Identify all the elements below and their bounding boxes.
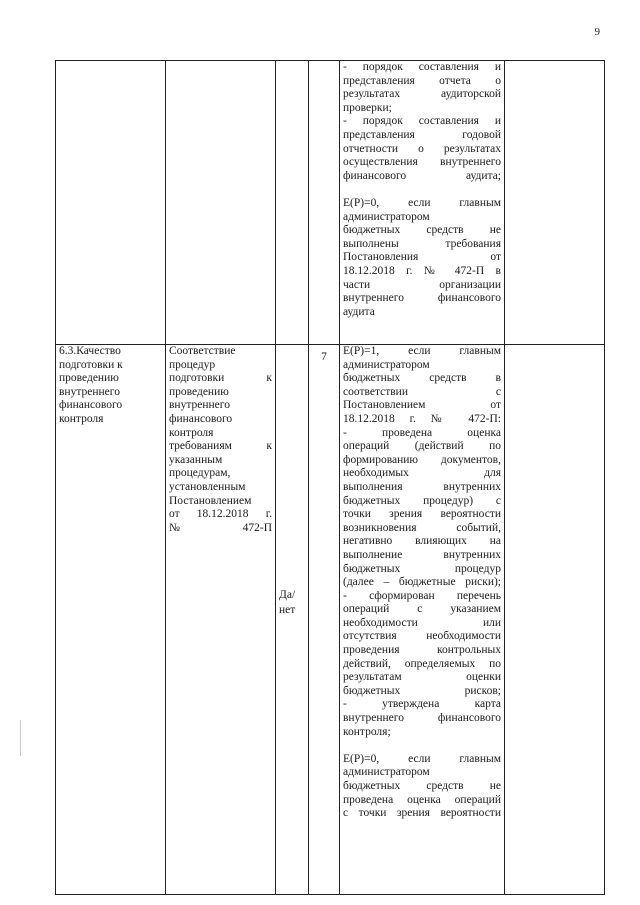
text-line: соответствии с: [343, 385, 501, 398]
text-line: результатах аудиторской: [343, 88, 501, 101]
text-line: администратором: [343, 358, 430, 371]
text-line: - сформирован перечень: [343, 589, 501, 602]
text-line: процедурам,: [169, 467, 231, 480]
description-cell: [166, 345, 276, 895]
answer-no: нет: [279, 604, 296, 616]
text-line: части организации: [343, 278, 501, 291]
text-line: администратором: [343, 210, 430, 223]
criteria-table: [55, 60, 605, 895]
notes-cell-empty: [505, 345, 605, 895]
text-line: финансового аудита;: [343, 169, 501, 182]
text-line: контроля;: [343, 725, 391, 738]
text-line: - порядок составления и: [343, 61, 501, 73]
text-line: бюджетных процедур: [343, 562, 501, 575]
text-line: проведения контрольных: [343, 644, 501, 657]
text-line: 18.12.2018 г. № 472-П в: [343, 264, 501, 277]
text-line: представления годовой: [343, 128, 501, 141]
text-line: процедур: [169, 358, 216, 371]
text-line: бюджетных рисков;: [343, 684, 501, 697]
text-line: аудита: [343, 305, 375, 318]
answer-yes: Да/: [279, 589, 296, 601]
indicator-name: [59, 345, 162, 427]
text-line: финансового: [169, 412, 233, 425]
criteria-cell: [340, 345, 505, 895]
indicator-cell-empty: [56, 61, 166, 345]
text-line: проверки;: [343, 101, 392, 114]
answer-cell: [276, 345, 309, 895]
weight-cell-empty: [309, 61, 340, 345]
text-line: отчетности о результатах: [343, 142, 501, 155]
text-line: - проведена оценка: [343, 426, 501, 439]
indicator-description: [169, 345, 272, 535]
text-line: внутреннего: [169, 399, 230, 412]
text-line: точки зрения вероятности: [343, 508, 501, 521]
text-line: действий, определяемых по: [343, 657, 501, 670]
text-line: установленным: [169, 480, 246, 493]
text-line: контроля: [169, 426, 214, 439]
text-line: выполнения внутренних: [343, 480, 501, 493]
table-row-continued: [56, 61, 605, 345]
text-line: представления отчета о: [343, 74, 501, 87]
text-line: проведению: [169, 385, 229, 398]
text-line: от 18.12.2018 г.: [169, 508, 272, 521]
text-line: внутреннего финансового: [343, 712, 501, 725]
text-line: возникновения событий,: [343, 521, 501, 534]
text-line: подготовки к: [169, 372, 272, 385]
text-line: № 472-П: [169, 521, 272, 534]
text-line: 18.12.2018 г. № 472-П:: [343, 412, 501, 425]
text-line: [343, 183, 501, 197]
text-line: результатам оценки: [343, 671, 501, 684]
text-line: негативно влияющих на: [343, 535, 501, 548]
weight-value: 7: [321, 351, 327, 363]
text-line: с точки зрения вероятности: [343, 807, 501, 820]
text-line: необходимости или: [343, 616, 501, 629]
text-line: указанным: [169, 453, 223, 466]
text-line: бюджетных средств не: [343, 780, 501, 792]
text-line: внутреннего: [59, 385, 120, 398]
text-line: проведена оценка операций: [343, 793, 501, 806]
text-line: E(P)=0, если главным: [343, 752, 501, 765]
text-line: бюджетных средств в: [343, 372, 501, 385]
text-line: формированию документов,: [343, 453, 501, 466]
text-line: операций с указанием: [343, 603, 501, 616]
text-line: контроля: [59, 412, 104, 425]
text-line: необходимых для: [343, 467, 501, 480]
text-line: проведению: [59, 372, 119, 385]
scan-artifact-line: [20, 720, 21, 756]
text-line: (далее – бюджетные риски);: [343, 576, 501, 589]
text-line: - утверждена карта: [343, 698, 501, 711]
weight-cell: [309, 345, 340, 895]
text-line: выполнение внутренних: [343, 548, 501, 561]
text-line: Постановлением: [169, 494, 252, 507]
page-number: 9: [594, 26, 600, 38]
text-line: операций (действий по: [343, 440, 501, 453]
text-line: бюджетных средств не: [343, 224, 501, 237]
text-line: Постановлением от: [343, 399, 501, 412]
criteria-text: [343, 61, 501, 319]
text-line: [343, 739, 501, 753]
text-line: - порядок составления и: [343, 115, 501, 128]
text-line: E(P)=1, если главным: [343, 345, 501, 357]
text-line: Соответствие: [169, 345, 236, 357]
indicator-cell: [56, 345, 166, 895]
text-line: 6.3.Качество: [59, 345, 121, 357]
notes-cell-empty: [505, 61, 605, 345]
answer-cell-empty: [276, 61, 309, 345]
text-line: отсутствия необходимости: [343, 630, 501, 643]
text-line: подготовки к: [59, 358, 123, 371]
description-cell-empty: [166, 61, 276, 345]
text-line: требованиям к: [169, 440, 272, 453]
text-line: выполнены требования: [343, 237, 501, 250]
text-line: финансового: [59, 399, 123, 412]
text-line: E(P)=0, если главным: [343, 196, 501, 209]
table-row-indicator-6-3: [56, 345, 605, 895]
text-line: осуществления внутреннего: [343, 156, 501, 169]
criteria-text: [343, 345, 501, 821]
criteria-cell: [340, 61, 505, 345]
text-line: бюджетных процедур) с: [343, 494, 501, 507]
text-line: Постановления от: [343, 251, 501, 264]
text-line: администратором: [343, 766, 430, 779]
text-line: внутреннего финансового: [343, 292, 501, 305]
